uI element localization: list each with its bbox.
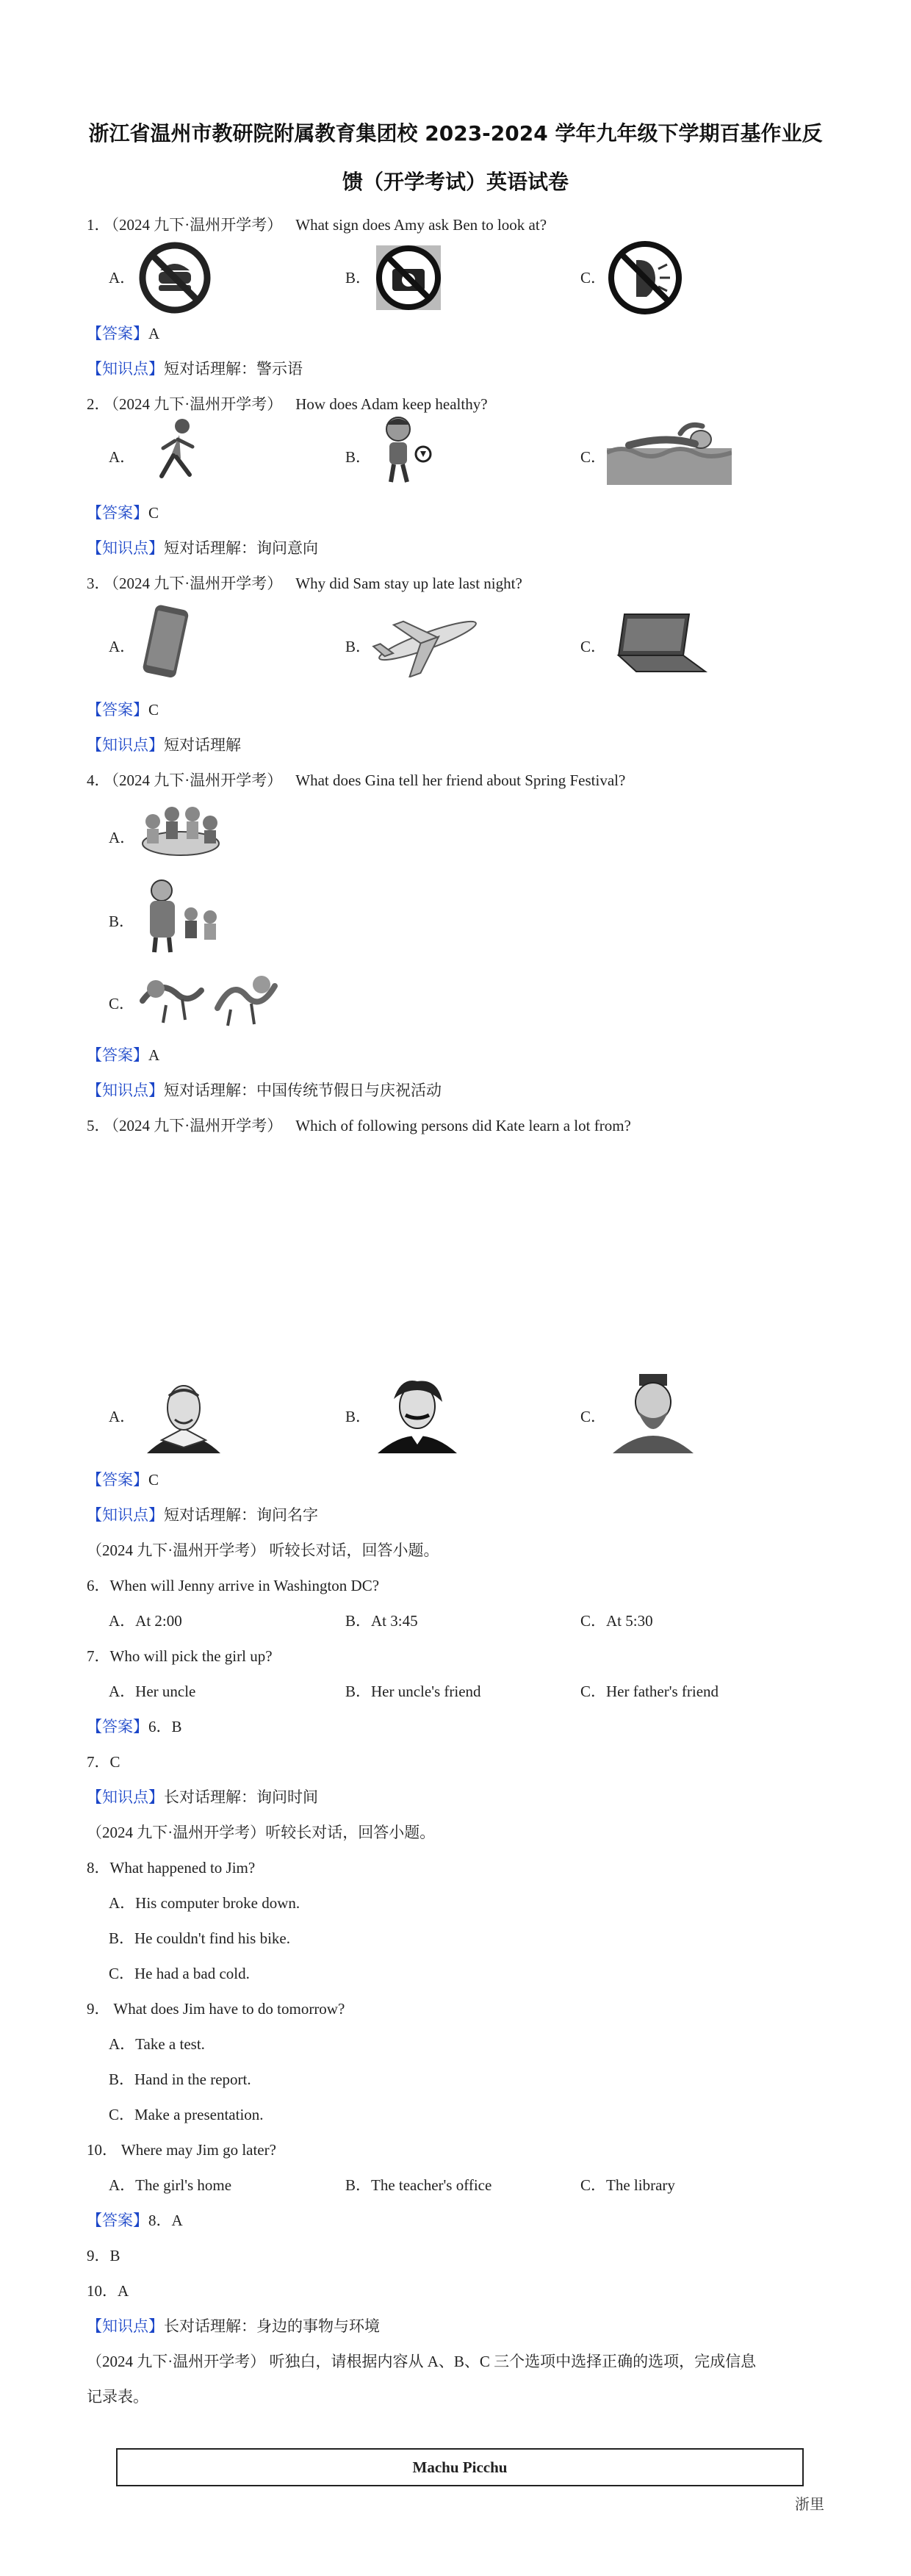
q4-option-a[interactable]: A． bbox=[109, 829, 136, 846]
question-4: 4．（2024 九下·温州开学考） What does Gina tell her friend about Spring Festival? bbox=[87, 771, 626, 789]
section1-answer: 【答案】6．B bbox=[87, 1718, 182, 1735]
q8-option-a[interactable]: A．His computer broke down. bbox=[109, 1894, 300, 1912]
exam-title-line1: 浙江省温州市教研院附属教育集团校 2023-2024 学年九年级下学期百基作业反 bbox=[88, 121, 823, 145]
q4-option-c[interactable]: C． bbox=[109, 995, 135, 1012]
confucius-portrait-icon bbox=[608, 1371, 698, 1453]
section2-answer-3: 10．A bbox=[87, 2282, 129, 2300]
q1-option-b[interactable]: B． bbox=[345, 269, 372, 287]
airplane-icon bbox=[369, 604, 486, 677]
question-10: 10． Where may Jim go later? bbox=[87, 2141, 276, 2159]
question-7: 7．Who will pick the girl up? bbox=[87, 1647, 273, 1665]
family-dinner-icon bbox=[137, 795, 225, 868]
laptop-icon bbox=[607, 608, 710, 679]
q10-option-a[interactable]: A．The girl's home bbox=[109, 2176, 232, 2194]
exam-title-line2: 馈（开学考试）英语试卷 bbox=[342, 170, 569, 194]
football-boy-icon bbox=[369, 413, 442, 489]
no-noise-sign-icon bbox=[607, 240, 683, 316]
section1-knowledge: 【知识点】长对话理解：询问时间 bbox=[87, 1788, 318, 1806]
section1-intro: （2024 九下·温州开学考） 听较长对话，回答小题。 bbox=[87, 1541, 439, 1559]
q10-option-b[interactable]: B．The teacher's office bbox=[345, 2176, 492, 2194]
q2-knowledge: 【知识点】短对话理解：询问意向 bbox=[87, 539, 318, 557]
q8-option-c[interactable]: C．He had a bad cold. bbox=[109, 1965, 250, 1982]
info-record-table bbox=[116, 2448, 804, 2486]
q6-option-b[interactable]: B．At 3:45 bbox=[345, 1612, 418, 1630]
q10-option-c[interactable]: C．The library bbox=[580, 2176, 675, 2194]
section3-intro-line2: 记录表。 bbox=[87, 2388, 148, 2406]
q3-knowledge: 【知识点】短对话理解 bbox=[87, 736, 241, 754]
q5-option-b[interactable]: B． bbox=[345, 1408, 372, 1425]
q3-option-c[interactable]: C． bbox=[580, 638, 607, 655]
q4-answer: 【答案】A bbox=[87, 1046, 160, 1064]
question-8: 8．What happened to Jim? bbox=[87, 1859, 256, 1877]
q2-option-b[interactable]: B． bbox=[345, 448, 372, 466]
no-food-sign-icon bbox=[138, 241, 212, 314]
question-5: 5．（2024 九下·温州开学考） Which of following persons did Kate learn a lot from? bbox=[87, 1117, 631, 1134]
section2-answer: 【答案】8．A bbox=[87, 2212, 183, 2229]
question-3: 3．（2024 九下·温州开学考） Why did Sam stay up late last night? bbox=[87, 575, 522, 592]
q5-option-c[interactable]: C． bbox=[580, 1408, 607, 1425]
q1-answer: 【答案】A bbox=[87, 325, 160, 342]
q7-option-c[interactable]: C．Her father's friend bbox=[580, 1683, 719, 1700]
q8-option-b[interactable]: B．He couldn't find his bike. bbox=[109, 1929, 291, 1947]
q1-option-c[interactable]: C． bbox=[580, 269, 607, 287]
q9-option-b[interactable]: B．Hand in the report. bbox=[109, 2070, 251, 2088]
footer-region: 浙里 bbox=[795, 2497, 824, 2513]
question-1: 1．（2024 九下·温州开学考） What sign does Amy ask Ben to look at? bbox=[87, 216, 547, 234]
q5-knowledge: 【知识点】短对话理解：询问名字 bbox=[87, 1506, 318, 1524]
q1-knowledge: 【知识点】短对话理解：警示语 bbox=[87, 360, 303, 378]
mark-twain-portrait-icon bbox=[372, 1372, 463, 1453]
q3-option-b[interactable]: B． bbox=[345, 638, 372, 655]
q1-option-a[interactable]: A． bbox=[109, 269, 136, 287]
q3-answer: 【答案】C bbox=[87, 701, 159, 719]
section2-intro: （2024 九下·温州开学考）听较长对话，回答小题。 bbox=[87, 1824, 436, 1841]
dragon-dance-icon bbox=[137, 964, 281, 1029]
q2-option-a[interactable]: A． bbox=[109, 448, 136, 466]
swimmer-icon bbox=[607, 419, 732, 485]
question-9: 9． What does Jim have to do tomorrow? bbox=[87, 2000, 345, 2018]
q5-answer: 【答案】C bbox=[87, 1471, 159, 1489]
visiting-elders-icon bbox=[137, 874, 225, 955]
running-boy-icon bbox=[137, 414, 210, 488]
q2-option-c[interactable]: C． bbox=[580, 448, 607, 466]
section1-answer-2: 7．C bbox=[87, 1753, 120, 1771]
section2-knowledge: 【知识点】长对话理解：身边的事物与环境 bbox=[87, 2317, 380, 2335]
q9-option-c[interactable]: C．Make a presentation. bbox=[109, 2106, 264, 2123]
q2-answer: 【答案】C bbox=[87, 504, 159, 522]
table-title: Machu Picchu bbox=[412, 2458, 508, 2476]
smartphone-icon bbox=[137, 602, 195, 683]
q9-option-a[interactable]: A．Take a test. bbox=[109, 2035, 205, 2053]
q4-option-b[interactable]: B． bbox=[109, 913, 135, 930]
section3-intro-line1: （2024 九下·温州开学考） 听独白，请根据内容从 A、B、C 三个选项中选择正确的选项，完成信息 bbox=[87, 2353, 757, 2370]
q4-knowledge: 【知识点】短对话理解：中国传统节假日与庆祝活动 bbox=[87, 1082, 442, 1099]
question-2: 2．（2024 九下·温州开学考） How does Adam keep healthy? bbox=[87, 395, 488, 413]
shakespeare-portrait-icon bbox=[140, 1374, 228, 1453]
q7-option-a[interactable]: A．Her uncle bbox=[109, 1683, 196, 1700]
question-6: 6．When will Jenny arrive in Washington DC? bbox=[87, 1577, 380, 1594]
q6-option-c[interactable]: C．At 5:30 bbox=[580, 1612, 653, 1630]
q5-option-a[interactable]: A． bbox=[109, 1408, 136, 1425]
no-photo-sign-icon bbox=[372, 241, 445, 314]
q7-option-b[interactable]: B．Her uncle's friend bbox=[345, 1683, 481, 1700]
section2-answer-2: 9．B bbox=[87, 2247, 120, 2264]
q3-option-a[interactable]: A． bbox=[109, 638, 136, 655]
q6-option-a[interactable]: A．At 2:00 bbox=[109, 1612, 182, 1630]
